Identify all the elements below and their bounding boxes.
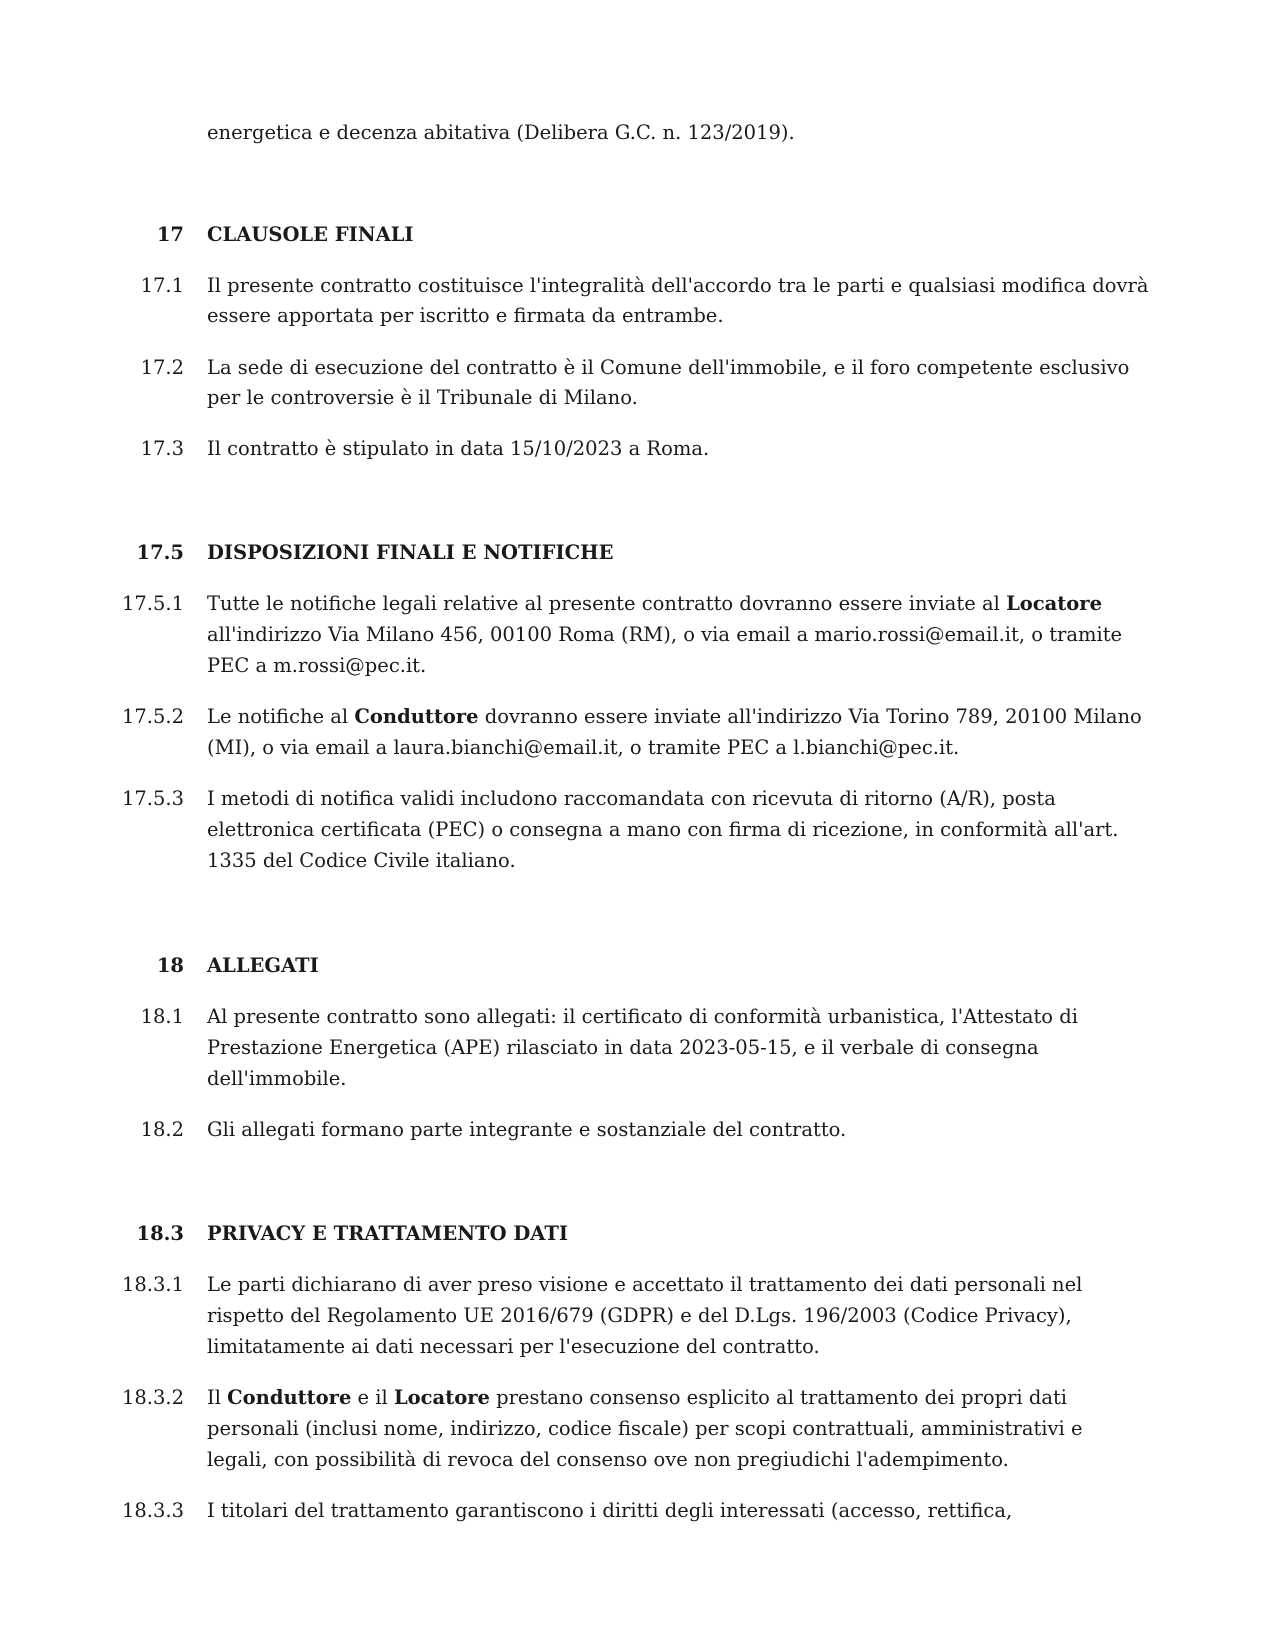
clause-text: Il contratto è stipulato in data 15/10/2023 a Roma.	[207, 437, 710, 460]
section-heading: DISPOSIZIONI FINALI E NOTIFICHE	[207, 541, 614, 564]
clause-text: La sede di esecuzione del contratto è il Comune dell'immobile, e il foro competente esclusivo	[207, 356, 1130, 379]
party-locatore: Locatore	[1006, 592, 1102, 615]
clause-text: legali, con possibilità di revoca del consenso ove non pregiudichi l'adempimento.	[207, 1448, 1009, 1471]
clause-text-part: e il	[351, 1386, 394, 1409]
clause-text	[207, 588, 1102, 619]
clause-number: 18.3.1	[121, 1273, 184, 1296]
clause-number: 17.1	[140, 274, 184, 297]
clause-text: Gli allegati formano parte integrante e sostanziale del contratto.	[207, 1118, 847, 1141]
section-number: 18	[156, 954, 184, 977]
clause-text: Il presente contratto costituisce l'integralità dell'accordo tra le parti e qualsiasi modifica dovrà	[207, 274, 1149, 297]
clause-text: I titolari del trattamento garantiscono i diritti degli interessati (accesso, rettifica,	[207, 1499, 1013, 1522]
clause-text: limitatamente ai dati necessari per l'esecuzione del contratto.	[207, 1335, 820, 1358]
section-number: 17.5	[136, 541, 184, 564]
party-conduttore: Conduttore	[354, 705, 479, 728]
clause-number: 17.3	[140, 437, 184, 460]
clause-text: 1335 del Codice Civile italiano.	[207, 849, 516, 872]
clause-text: Prestazione Energetica (APE) rilasciato in data 2023-05-15, e il verbale di consegna	[207, 1036, 1039, 1059]
clause-number: 17.5.2	[121, 705, 184, 728]
clause-text: rispetto del Regolamento UE 2016/679 (GDPR) e del D.Lgs. 196/2003 (Codice Privacy),	[207, 1304, 1072, 1327]
clause-text: all'indirizzo Via Milano 456, 00100 Roma (RM), o via email a mario.rossi@email.it, o tramite	[207, 623, 1123, 646]
clause-text: personali (inclusi nome, indirizzo, codice fiscale) per scopi contrattuali, amministrativi e	[207, 1417, 1083, 1440]
clause-number: 17.5.3	[121, 787, 184, 810]
clause-text: (MI), o via email a laura.bianchi@email.it, o tramite PEC a l.bianchi@pec.it.	[207, 736, 960, 759]
section-number: 17	[156, 223, 184, 246]
clause-text-part: Il	[207, 1386, 228, 1409]
clause-number: 18.3.2	[121, 1386, 184, 1409]
section-heading: CLAUSOLE FINALI	[207, 223, 414, 246]
clause-text: Le parti dichiarano di aver preso visione e accettato il trattamento dei dati personali nel	[207, 1273, 1083, 1296]
clause-text: I metodi di notifica validi includono raccomandata con ricevuta di ritorno (A/R), posta	[207, 787, 1056, 810]
clause-text	[207, 1382, 1067, 1413]
clause-text: per le controversie è il Tribunale di Milano.	[207, 386, 638, 409]
clause-number: 18.3.3	[121, 1499, 184, 1522]
party-locatore: Locatore	[393, 1386, 490, 1409]
clause-number: 18.2	[140, 1118, 184, 1141]
party-conduttore: Conduttore	[227, 1386, 352, 1409]
clause-text-part: Le notifiche al	[207, 705, 355, 728]
clause-text: Al presente contratto sono allegati: il certificato di conformità urbanistica, l'Attestato di	[207, 1005, 1078, 1028]
clause-number: 17.2	[140, 356, 184, 379]
clause-text: PEC a m.rossi@pec.it.	[207, 654, 427, 677]
clause-number: 18.1	[140, 1005, 184, 1028]
clause-text: dell'immobile.	[207, 1067, 347, 1090]
clause-text-part: dovranno essere inviate all'indirizzo Via Torino 789, 20100 Milano	[478, 705, 1142, 728]
clause-text: elettronica certificata (PEC) o consegna a mano con firma di ricezione, in conformità all'art.	[207, 818, 1119, 841]
section-number: 18.3	[136, 1222, 184, 1245]
clause-text-part: Tutte le notifiche legali relative al presente contratto dovranno essere inviate al	[207, 592, 1007, 615]
clause-text	[207, 701, 1142, 732]
clause-text-part: prestano consenso esplicito al trattamento dei propri dati	[489, 1386, 1068, 1409]
section-heading: PRIVACY E TRATTAMENTO DATI	[207, 1222, 568, 1245]
section-heading: ALLEGATI	[207, 954, 319, 977]
clause-text: essere apportata per iscritto e firmata da entrambe.	[207, 304, 724, 327]
clause-number: 17.5.1	[121, 592, 184, 615]
carryover-text: energetica e decenza abitativa (Delibera G.C. n. 123/2019).	[207, 121, 795, 144]
